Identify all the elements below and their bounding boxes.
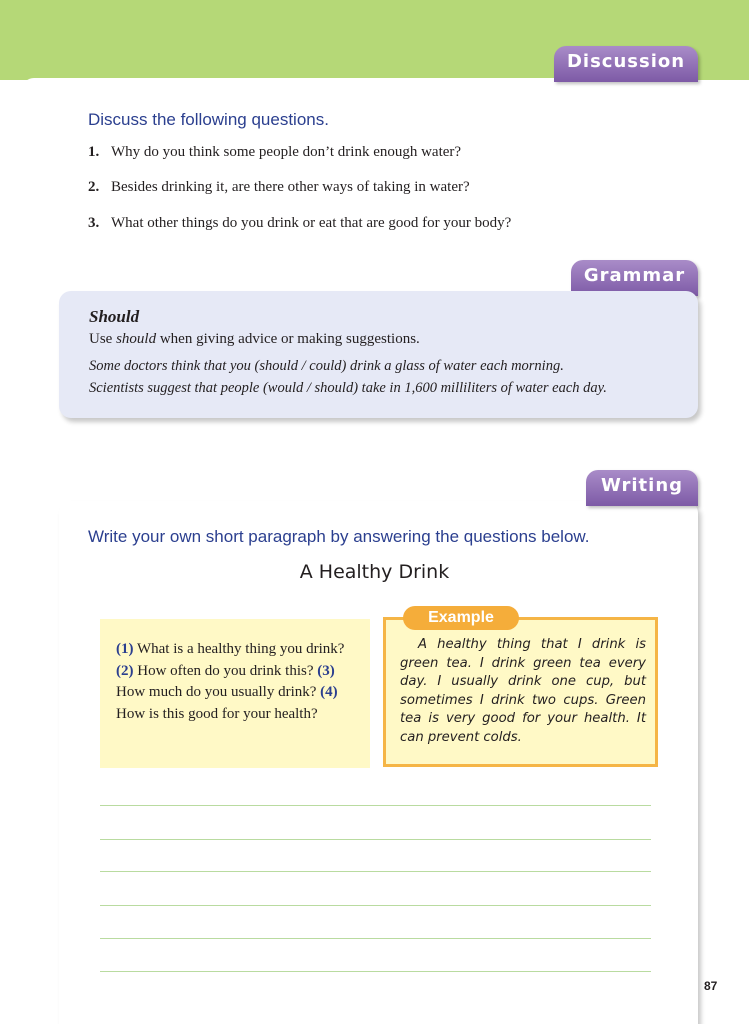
question-3 [88, 215, 511, 232]
writing-line[interactable] [100, 905, 651, 906]
example-box [383, 617, 658, 767]
prompt-questions-box [100, 619, 370, 768]
page-number: 87 [704, 979, 718, 993]
question-1 [88, 144, 461, 161]
rule-text: when giving advice or making suggestions. [156, 331, 420, 347]
prompt-text: How often do you drink this? [133, 662, 318, 679]
paragraph-title: A Healthy Drink [299, 561, 450, 583]
question-number: 1. [88, 144, 100, 160]
discussion-tab: Discussion [554, 46, 698, 82]
question-number: 3. [88, 215, 100, 231]
question-number: 2. [88, 179, 100, 195]
prompt-text: How is this good for your health? [116, 705, 318, 722]
prompt-text: What is a healthy thing you drink? [133, 641, 345, 657]
prompt-number: (1) [116, 641, 134, 657]
question-text: Besides drinking it, are there other ways of taking in water? [111, 179, 470, 195]
grammar-box [59, 291, 698, 418]
question-text: Why do you think some people don’t drink enough water? [111, 144, 462, 160]
writing-line[interactable] [100, 805, 651, 806]
prompt-number: (3) [317, 662, 335, 679]
rule-keyword: should [116, 331, 157, 347]
example-label: Example [403, 606, 519, 630]
writing-line[interactable] [100, 938, 651, 939]
grammar-example-1: Some doctors think that you (should / could) drink a glass of water each morning. [89, 358, 564, 374]
rule-text: Use [89, 331, 117, 347]
grammar-tab: Grammar [571, 260, 698, 296]
prompt-number: (2) [116, 662, 134, 679]
grammar-heading: Should [89, 307, 140, 326]
writing-line[interactable] [100, 871, 651, 872]
grammar-rule [89, 331, 420, 348]
writing-tab: Writing [586, 470, 698, 506]
writing-line[interactable] [100, 839, 651, 840]
prompt-text: How much do you usually drink? [116, 684, 321, 700]
question-2 [88, 179, 470, 196]
writing-line[interactable] [100, 971, 651, 972]
grammar-example-2: Scientists suggest that people (would / should) take in 1,600 milliliters of water each day. [89, 380, 607, 396]
example-paragraph: A healthy thing that I drink is green tea. I drink green tea every day. I usually drink one cup, but sometimes I drink two cups. Green tea is very good for your health. It can prevent colds. [400, 637, 646, 745]
prompt-questions-text [116, 639, 361, 725]
question-text: What other things do you drink or eat that are good for your body? [111, 215, 512, 231]
writing-instruction: Write your own short paragraph by answering the questions below. [88, 527, 590, 546]
discussion-instruction: Discuss the following questions. [88, 110, 329, 129]
prompt-number: (4) [320, 684, 338, 700]
